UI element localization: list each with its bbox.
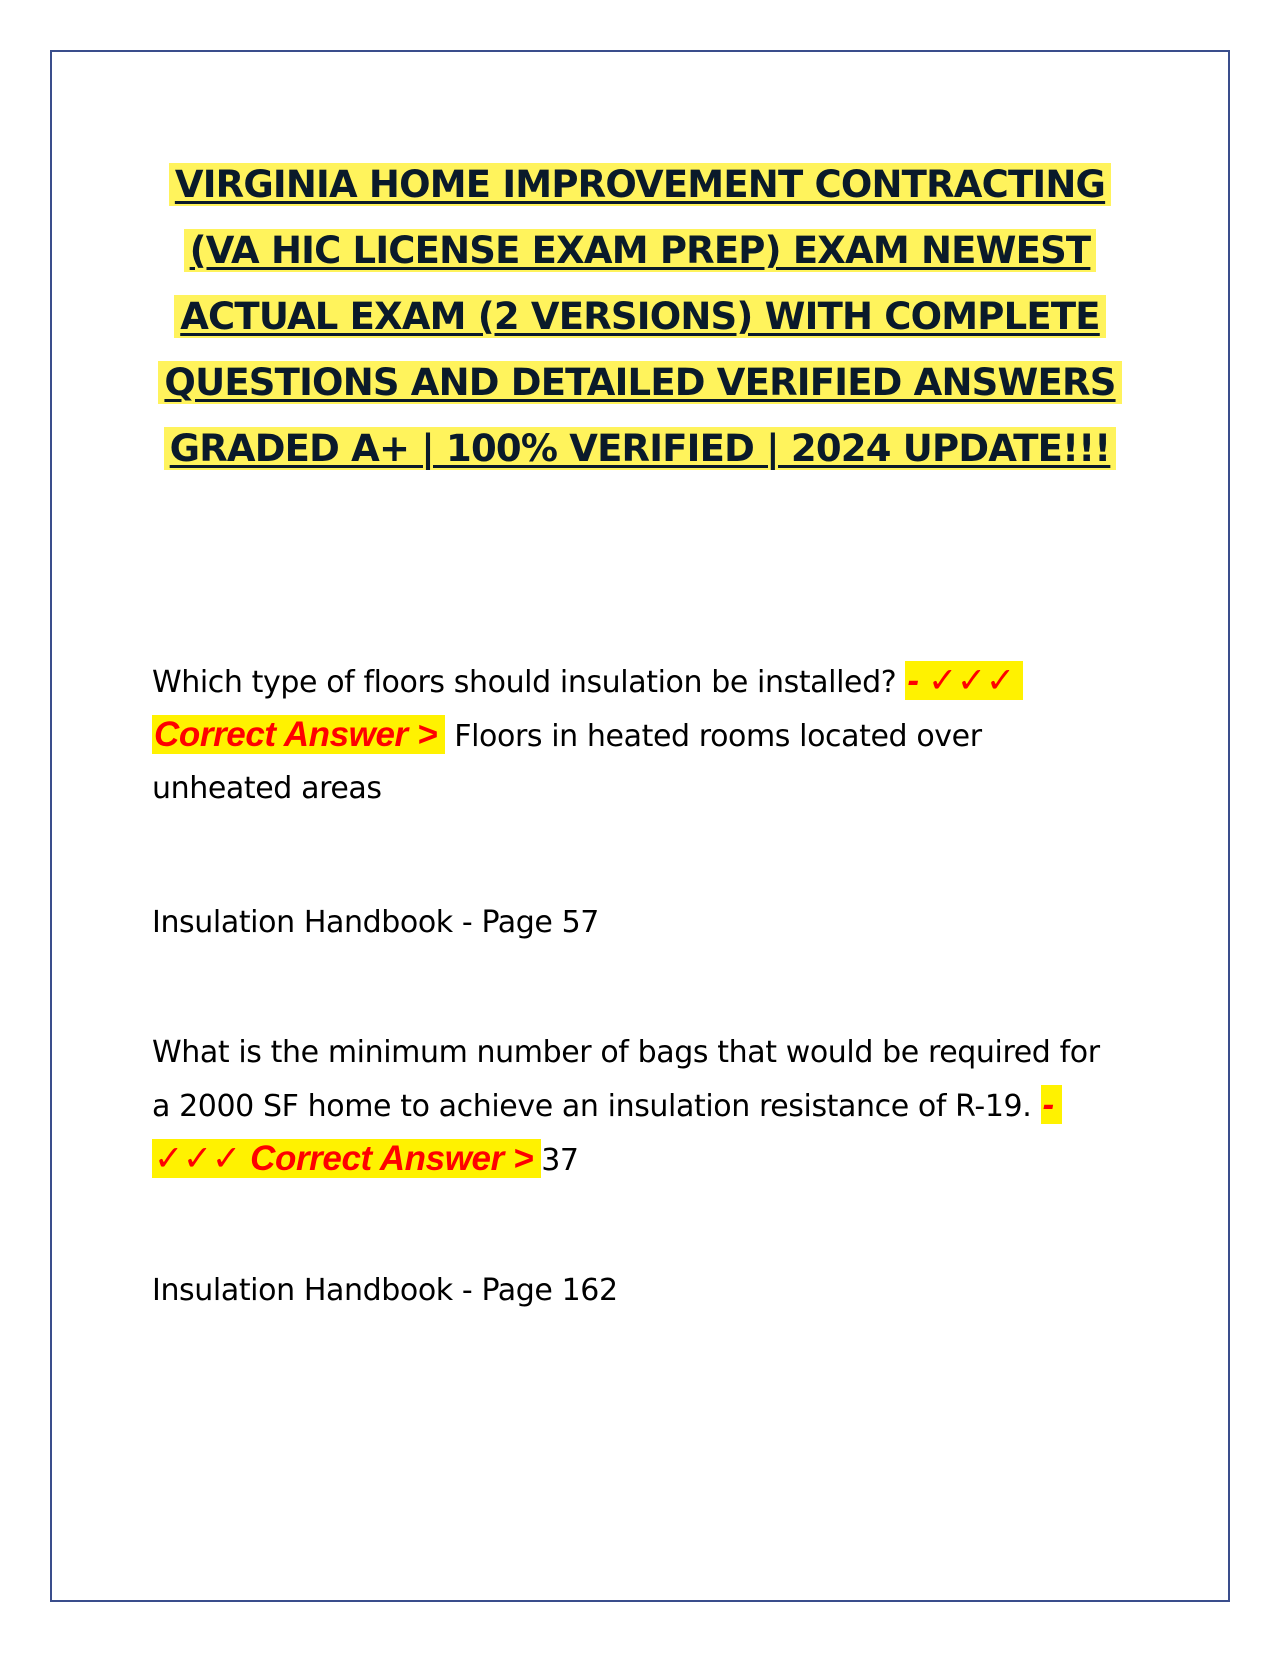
correct-answer-marker: - ✓✓✓ Correct Answer > [152,1085,1062,1178]
answer-text: 37 [541,1143,579,1178]
reference-1: Insulation Handbook - Page 57 [152,905,599,940]
qa-item-2 [152,1027,1112,1187]
question-text: Which type of floors should insulation be installed? [152,665,897,700]
qa-item-1 [152,655,1112,815]
question-text: What is the minimum number of bags that would be required for a 2000 SF home to achieve an insulation resistance of R-19. [152,1035,1100,1124]
correct-answer-marker: - ✓✓✓ Correct Answer > [152,661,1023,754]
reference-2: Insulation Handbook - Page 162 [152,1273,618,1308]
document-title [150,152,1130,482]
qa-content [152,655,1112,1317]
title-text: VIRGINIA HOME IMPROVEMENT CONTRACTING (VA HIC LICENSE EXAM PREP) EXAM NEWEST ACTUAL EXAM (2 VERSIONS) WITH COMPLETE QUESTIONS AND DETAILED VERIFIED ANSWERS GRADED A+ | 100% VERIFIED | 2024 UPDATE!!! [158,163,1121,470]
answer-text: Floors in heated rooms located over unheated areas [152,719,982,806]
